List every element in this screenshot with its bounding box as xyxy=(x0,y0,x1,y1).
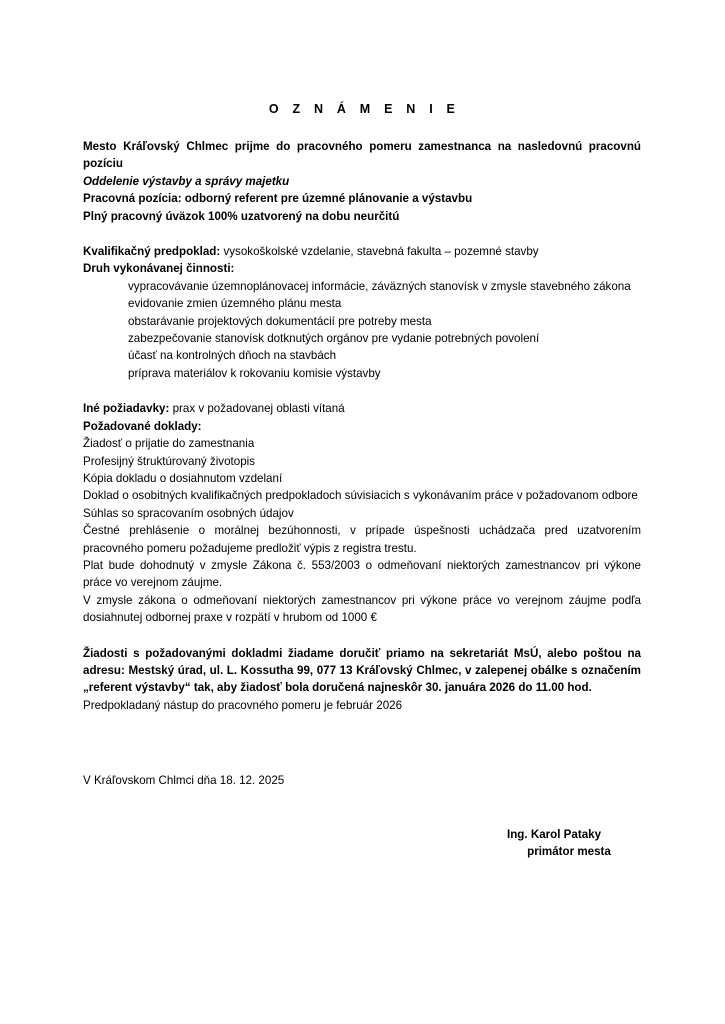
list-item: obstarávanie projektových dokumentácií pre potreby mesta xyxy=(128,314,432,328)
signature-block xyxy=(83,826,641,861)
list-item: účasť na kontrolných dňoch na stavbách xyxy=(128,349,337,363)
signature-role: primátor mesta xyxy=(527,845,611,858)
intro-paragraph: Mesto Kráľovský Chlmec prijme do pracovného pomeru zamestnanca na nasledovnú pracovnú pozíciu xyxy=(83,140,641,171)
list-item: vypracovávanie územnoplánovacej informácie, záväzných stanovísk v zmysle stavebného zákona xyxy=(128,279,631,293)
qualification-value: vysokoškolské vzdelanie, stavebná fakulta – pozemné stavby xyxy=(220,245,539,259)
workload-line: Plný pracovný úväzok 100% uzatvorený na dobu neurčitú xyxy=(83,209,400,223)
activities-heading: Druh vykonávanej činnosti: xyxy=(83,262,235,276)
position-line: Pracovná pozícia: odborný referent pre územné plánovanie a výstavbu xyxy=(83,192,473,206)
qualification-label: Kvalifikačný predpoklad: xyxy=(83,245,221,259)
list-item: príprava materiálov k rokovaniu komisie výstavby xyxy=(128,366,381,380)
department-line: Oddelenie výstavby a správy majetku xyxy=(83,174,290,188)
spacer xyxy=(83,790,641,826)
other-requirements-line xyxy=(83,400,641,417)
spacer xyxy=(83,225,641,243)
other-requirements-value: prax v požadovanej oblasti vítaná xyxy=(169,402,345,416)
list-item: Žiadosť o prijatie do zamestnania xyxy=(83,437,255,451)
list-item: Plat bude dohodnutý v zmysle Zákona č. 553/2003 o odmeňovaní niektorých zamestnancov pri výkone práce vo verejnom záujme. xyxy=(83,558,641,590)
document-body xyxy=(83,100,641,860)
spacer xyxy=(83,382,641,400)
place-date: V Kráľovskom Chlmci dňa 18. 12. 2025 xyxy=(83,774,285,788)
list-item: Profesijný štruktúrovaný životopis xyxy=(83,454,256,468)
signature-name: Ing. Karol Pataky xyxy=(507,827,602,841)
list-item: V zmysle zákona o odmeňovaní niektorých zamestnancov pri výkone práce vo verejnom záujme podľa dosiahnutej odbornej praxe v rozpätí v hrubom od 1000 € xyxy=(83,593,641,625)
page-title: O Z N Á M E N I E xyxy=(268,102,461,116)
spacer xyxy=(83,118,641,138)
start-note: Predpokladaný nástup do pracovného pomeru je február 2026 xyxy=(83,698,403,712)
list-item: Súhlas so spracovaním osobných údajov xyxy=(83,506,294,520)
list-item: evidovanie zmien územného plánu mesta xyxy=(128,297,342,311)
list-item: Kópia dokladu o dosiahnutom vzdelaní xyxy=(83,471,283,485)
documents-heading: Požadované doklady: xyxy=(83,419,202,433)
list-item: Čestné prehlásenie o morálnej bezúhonnosti, v prípade úspešnosti uchádzača pred uzatvorením pracovného pomeru požadujeme predložiť výpis z registra trestu. xyxy=(83,524,641,555)
spacer xyxy=(83,714,641,772)
submission-paragraph: Žiadosti s požadovanými dokladmi žiadame doručiť priamo na sekretariát MsÚ, alebo poštou na adresu: Mestský úrad, ul. L. Kossutha 99, 077 13 Kráľovský Chlmec, v zalepenej obálke s označením „referent výstavby“ tak, aby žiadosť bola doručená najneskôr 30. januára 2026 do 11.00 hod. xyxy=(83,646,641,695)
qualification-line xyxy=(83,243,641,260)
list-item: Doklad o osobitných kvalifikačných predpokladoch súvisiacich s vykonávaním práce v požadovanom odbore xyxy=(83,489,638,503)
list-item: zabezpečovanie stanovísk dotknutých orgánov pre vydanie potrebných povolení xyxy=(128,332,540,346)
spacer xyxy=(83,627,641,645)
other-requirements-label: Iné požiadavky: xyxy=(83,402,170,416)
